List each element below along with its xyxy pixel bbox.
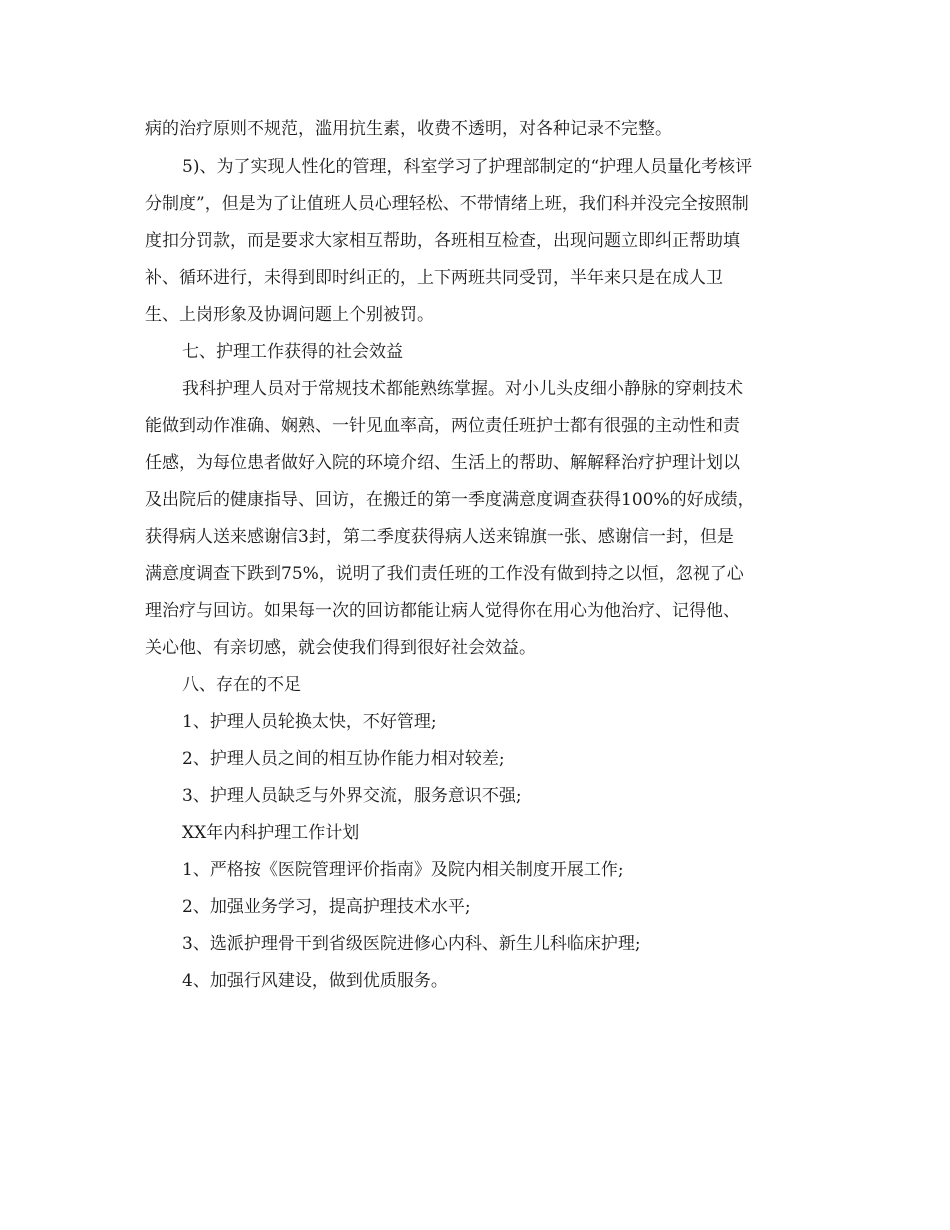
body-text-line: 病的治疗原则不规范，滥用抗生素，收费不透明，对各种记录不完整。 [145,119,672,139]
list-item-5-line: 5)、为了实现人性化的管理，科室学习了护理部制定的“护理人员量化考核评 [182,157,753,177]
list-item: 2、护理人员之间的相互协作能力相对较差; [182,749,505,769]
body-text-line: 理治疗与回访。如果每一次的回访都能让病人觉得你在用心为他治疗、记得他、 [145,601,740,621]
body-text-line: 分制度”，但是为了让值班人员心理轻松、不带情绪上班，我们科并没完全按照制 [145,194,749,214]
plan-heading: XX年内科护理工作计划 [182,823,360,843]
section-heading-8: 八、存在的不足 [182,675,301,695]
list-item: 3、选派护理骨干到省级医院进修心内科、新生儿科临床护理; [182,934,641,954]
paragraph-start-line: 我科护理人员对于常规技术都能熟练掌握。对小儿头皮细小静脉的穿刺技术 [182,379,743,399]
body-text-line: 及出院后的健康指导、回访，在搬迁的第一季度满意度调查获得100%的好成绩， [145,490,755,510]
body-text-line: 能做到动作准确、娴熟、一针见血率高，两位责任班护士都有很强的主动性和责 [145,416,740,436]
body-text-line: 任感，为每位患者做好入院的环境介绍、生活上的帮助、解解释治疗护理计划以 [145,453,740,473]
section-heading-7: 七、护理工作获得的社会效益 [182,342,403,362]
body-text-line: 度扣分罚款，而是要求大家相互帮助，各班相互检查，出现问题立即纠正帮助填 [145,231,740,251]
body-text-line: 获得病人送来感谢信3封，第二季度获得病人送来锦旗一张、感谢信一封，但是 [145,527,734,547]
body-text-line: 关心他、有亲切感，就会使我们得到很好社会效益。 [145,638,536,658]
list-item: 4、加强行风建设，做到优质服务。 [182,971,448,991]
body-text-line: 生、上岗形象及协调问题上个别被罚。 [145,305,434,325]
list-item: 1、护理人员轮换太快，不好管理; [182,712,437,732]
body-text-line: 满意度调查下跌到75%，说明了我们责任班的工作没有做到持之以恒，忽视了心 [145,564,744,584]
list-item: 1、严格按《医院管理评价指南》及院内相关制度开展工作; [182,860,624,880]
list-item: 3、护理人员缺乏与外界交流，服务意识不强; [182,786,522,806]
body-text-line: 补、循环进行，未得到即时纠正的，上下两班共同受罚，半年来只是在成人卫 [145,268,723,288]
list-item: 2、加强业务学习，提高护理技术水平; [182,897,471,917]
